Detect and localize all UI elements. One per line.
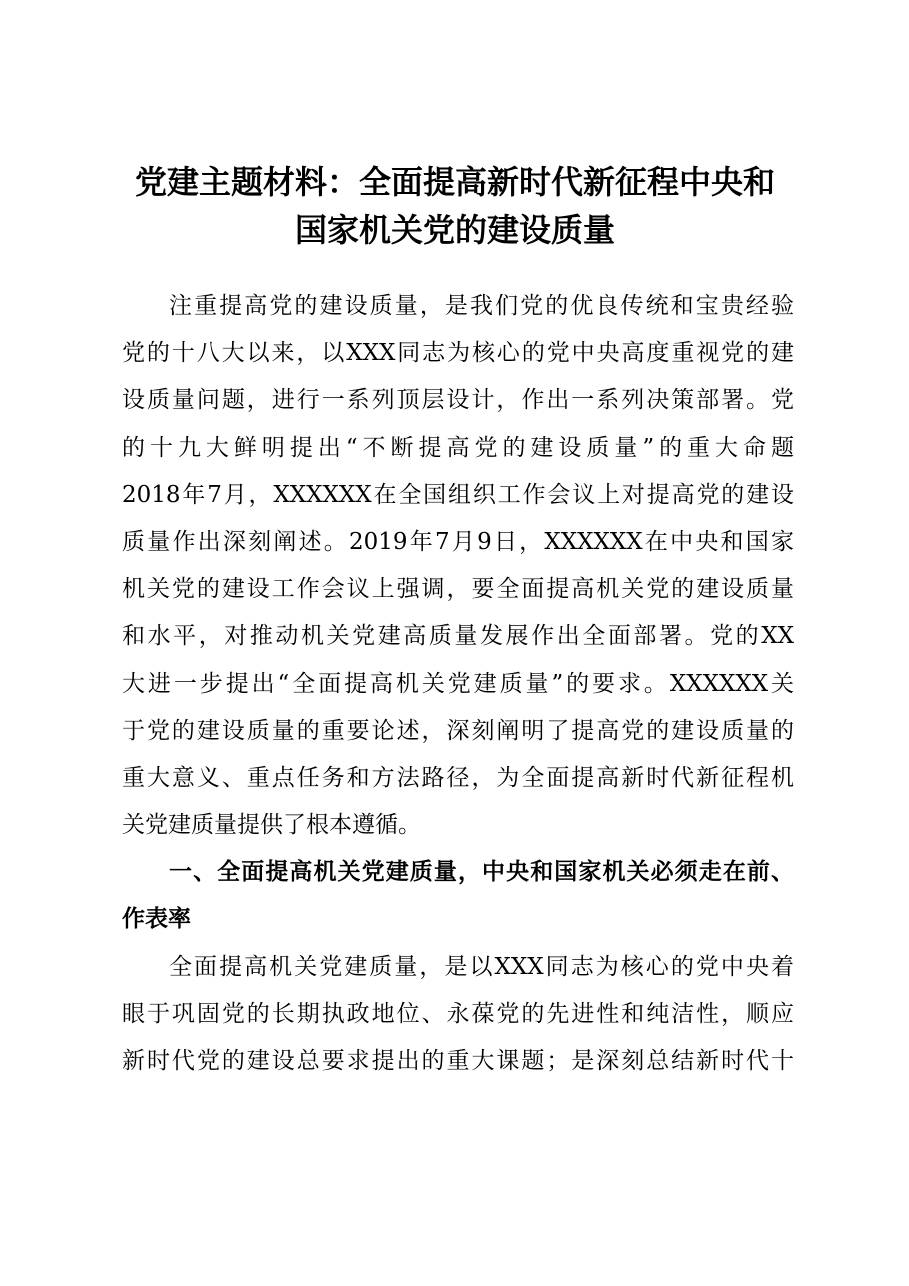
document-title: [110, 158, 800, 254]
paragraph-line: 大进一步提出“全面提高机关党建质量”的要求。XXXXXX关: [122, 670, 794, 697]
paragraph-line: 新时代党的建设总要求提出的重大课题；是深刻总结新时代十: [122, 1048, 794, 1074]
paragraph-line: 设质量问题，进行一系列顶层设计，作出一系列决策部署。党: [122, 387, 794, 414]
paragraph-line: 注重提高党的建设质量，是我们党的优良传统和宝贵经验: [169, 293, 794, 319]
paragraph-line: 的十九大鲜明提出“不断提高党的建设质量”的重大命题: [122, 434, 794, 461]
heading-line: 作表率: [122, 906, 191, 933]
paragraph-line: 和水平，对推动机关党建高质量发展作出全面部署。党的XX: [122, 623, 794, 650]
title-line: 国家机关党的建设质量: [294, 211, 615, 249]
paragraph-line: 机关党的建设工作会议上强调，要全面提高机关党的建设质量: [122, 576, 794, 603]
paragraph-line: 全面提高机关党建质量，是以XXX同志为核心的党中央着: [169, 953, 794, 980]
paragraph-line: 关党建质量提供了根本遵循。: [122, 812, 421, 839]
paragraph-line: 2018年7月，XXXXXX在全国组织工作会议上对提高党的建设: [122, 481, 794, 508]
paragraph-line: 质量作出深刻阐述。2019年7月9日，XXXXXX在中央和国家: [122, 528, 794, 555]
document-body: [122, 283, 794, 1085]
paragraph-intro: [122, 283, 794, 849]
paragraph-line: 于党的建设质量的重要论述，深刻阐明了提高党的建设质量的: [122, 717, 794, 744]
heading-line: 一、全面提高机关党建质量，中央和国家机关必须走在前、: [169, 859, 794, 886]
section-heading: [122, 849, 794, 943]
paragraph-line: 党的十八大以来，以XXX同志为核心的党中央高度重视党的建: [122, 340, 794, 367]
paragraph-line: 重大意义、重点任务和方法路径，为全面提高新时代新征程机: [122, 764, 794, 791]
title-line: 党建主题材料：全面提高新时代新征程中央和: [134, 163, 775, 201]
paragraph-section-1: [122, 944, 794, 1086]
paragraph-line: 眼于巩固党的长期执政地位、永葆党的先进性和纯洁性，顺应: [122, 1000, 794, 1027]
